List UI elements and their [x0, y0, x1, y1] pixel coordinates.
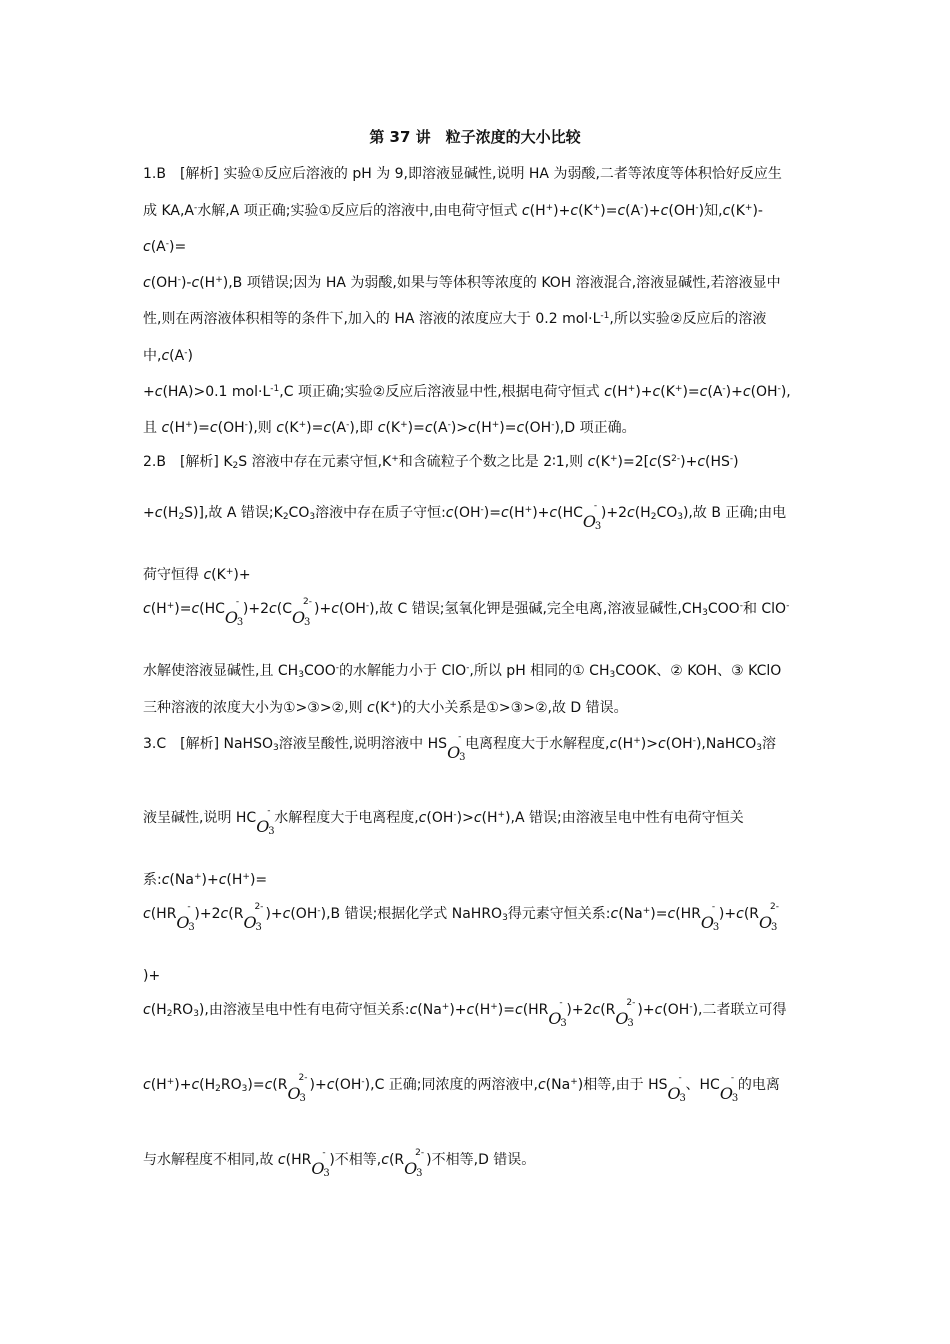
o3-ion: O - 3 [176, 902, 195, 933]
q3-line-6: $c(H_2RO_3)$,由溶液呈电中性有电荷守恒关系:c(Na+)+c(H+)=c(HR O - 3 )+2c(R O 2- 3 )+c(OH-),二者联立可得 [143, 998, 787, 1029]
o3-ion: O - 3 [582, 501, 602, 532]
q2-line-4: c(H+)=c(HC O - 3 )+2c(C O 2- 3 )+c(OH-),故 C 错误;氢氧化钾是强碱,完全电离,溶液显碱性$,CH_3COO^-$和 ClO- [143, 597, 790, 628]
q1-line-5: 性,则在两溶液体积相等的条件下,加入的 HA 溶液的浓度应大于 0.2 $mol\cdot L^{-1}$,所以实验②反应后的溶液 [143, 311, 767, 327]
q1-line-1: 1.B [解析] 实验①反应后溶液的 pH 为 9,即溶液显碱性,说明 HA 为弱酸,二者等浓度等体积恰好反应生 [143, 166, 782, 182]
q2-line-5: 水解使溶液显碱性,且 $CH_3COO^-$的水解能力小于 ClO-,所以 pH 相同的① $CH_3COOK$、② KOH、③ KClO [143, 663, 782, 680]
o3-ion: O 2- 3 [291, 597, 312, 628]
q3-line-8: 与水解程度不相同,故 c(HR O - 3 )不相等,c(R O 2- 3 )不相等,D 错误。 [143, 1148, 536, 1179]
o3-ion: O - 3 [548, 998, 567, 1029]
q1-line-8: 且 c(H+)=c(OH-),则 c(K+)=c(A-),即 c(K+)=c(A-)>c(H+)=c(OH-),D 项正确。 [143, 420, 636, 436]
q3-line-5: )+ [143, 968, 161, 984]
o3-ion: O - 3 [256, 806, 275, 837]
q2-line-3: 荷守恒得 c(K+)+ [143, 567, 251, 583]
q3-line-1: 3.C [解析] NaHSO$_3$溶液呈酸性,说明溶液中 HS O - 3 电离程度大于水解程度,c(H+)>c(OH-),NaHCO$_3$溶 [143, 732, 776, 763]
q2-line-6: 三种溶液的浓度大小为①>③>②,则 c(K+)的大小关系是①>③>②,故 D 错误。 [143, 700, 628, 716]
q1-line-6: 中,c(A-) [143, 348, 193, 364]
o3-ion: O - 3 [447, 732, 466, 763]
q3-line-3: 系:c(Na+)+c(H+)= [143, 872, 268, 888]
o3-ion: O - 3 [224, 597, 244, 628]
page-title: 第 37 讲 粒子浓度的大小比较 [369, 128, 581, 146]
q1-line-7: +c(HA)>0.1 $mol\cdot L^{-1},C$ 项正确;实验②反应后溶液显中性,根据电荷守恒式 c(H+)+c(K+)=c(A-)+c(OH-), [143, 384, 791, 400]
o3-ion: O 2- 3 [759, 902, 780, 933]
q1-line-3: c(A-)= [143, 239, 187, 255]
o3-ion: O 2- 3 [615, 998, 636, 1029]
o3-ion: O 2- 3 [287, 1073, 308, 1104]
q1-line-4: c(OH-)-c(H+),B 项错误;因为 HA 为弱酸,如果与等体积等浓度的 KOH 溶液混合,溶液显碱性,若溶液显中 [143, 275, 781, 291]
o3-ion: O 2- 3 [404, 1148, 425, 1179]
q3-line-2: 液呈碱性,说明 HC O - 3 水解程度大于电离程度,c(OH-)>c(H+),A 错误;由溶液呈电中性有电荷守恒关 [143, 806, 744, 837]
o3-ion: O - 3 [311, 1148, 330, 1179]
o3-ion: O - 3 [719, 1073, 739, 1104]
o3-ion: O - 3 [700, 902, 720, 933]
q1-line-2: 成 KA,A-水解,A 项正确;实验①反应后的溶液中,由电荷守恒式 c(H+)+c(K+)=c(A-)+c(OH-)知,c(K+)- [143, 203, 763, 219]
q3-line-7: $c(H^+)+c(H_2RO_3)=c(R$ O 2- 3 )+c(OH-),C 正确;同浓度的两溶液中,c(Na+)相等,由于 HS O - 3 、HC O - 3 的电离 [143, 1073, 780, 1104]
q2-line-1: 2.B [解析] $K_2S$ 溶液中存在元素守恒,K+和含硫粒子个数之比是 2∶1,则 $c(K^+)=2[c(S^{2-})+c(HS^-)$ [143, 454, 739, 471]
q3-line-4: c(HR O - 3 )+2c(R O 2- 3 )+c(OH-),B 错误;根据化学式 NaHRO$_3$得元素守恒关系:c(Na+)=c(HR O - 3 )+c(R O 2- 3 [143, 904, 781, 924]
o3-ion: O 2- 3 [243, 902, 264, 933]
q2-line-2: $+c(H_2S)$],故 A 错误$;K_2CO_3$溶液中存在质子守恒:c(OH-)=c(H+)+c(HC O - 3 )$+2c(H_2CO_3)$,故 B 正确;由电 [143, 501, 787, 532]
o3-ion: O - 3 [667, 1073, 686, 1104]
